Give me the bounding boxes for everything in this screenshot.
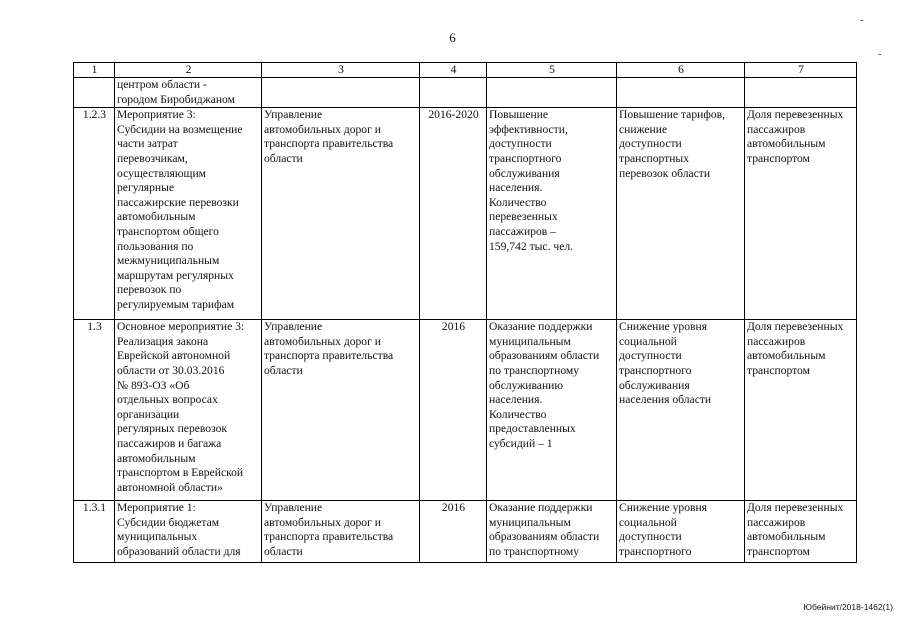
row-number: 1.3	[74, 320, 115, 501]
row-number	[74, 78, 115, 108]
column-header: 4	[420, 63, 487, 78]
result-cell: Оказание поддержки муниципальным образованиям области по транспортному	[487, 501, 617, 563]
event-cell: Основное мероприятие 3: Реализация закона Еврейской автономной области от 30.03.2016 № 893-ОЗ «Об отдельных вопросах организации регулярных перевозок пассажиров и багажа автомобильным транспортом в Еврейской автономной области»	[115, 320, 262, 501]
table-row	[74, 501, 857, 563]
program-table	[73, 62, 857, 563]
scan-mark-dash: -	[860, 14, 864, 26]
period-cell: 2016	[420, 320, 487, 501]
row-number: 1.3.1	[74, 501, 115, 563]
consequence-cell: Снижение уровня социальной доступности транспортного	[617, 501, 745, 563]
document-code: Юбейнит/2018-1462(1)	[803, 602, 893, 612]
result-cell	[487, 78, 617, 108]
event-cell: Мероприятие 1: Субсидии бюджетам муниципальных образований области для	[115, 501, 262, 563]
consequence-cell: Снижение уровня социальной доступности транспортного обслуживания населения области	[617, 320, 745, 501]
executor-cell: Управление автомобильных дорог и транспорта правительства области	[262, 320, 420, 501]
result-cell: Повышение эффективности, доступности транспортного обслуживания населения. Количество перевезенных пассажиров – 159,742 тыс. чел.	[487, 108, 617, 320]
column-number-row	[74, 63, 857, 78]
row-number: 1.2.3	[74, 108, 115, 320]
executor-cell	[262, 78, 420, 108]
executor-cell: Управление автомобильных дорог и транспорта правительства области	[262, 501, 420, 563]
column-header: 5	[487, 63, 617, 78]
event-cell: центром области - городом Биробиджаном	[115, 78, 262, 108]
column-header: 3	[262, 63, 420, 78]
column-header: 6	[617, 63, 745, 78]
period-cell: 2016-2020	[420, 108, 487, 320]
table-row	[74, 108, 857, 320]
consequence-cell	[617, 78, 745, 108]
event-cell: Мероприятие 3: Субсидии на возмещение части затрат перевозчикам, осуществляющим регулярные пассажирские перевозки автомобильным транспортом общего пользования по межмуниципальным маршрутам регулярных перевозок по регулируемым тарифам	[115, 108, 262, 320]
indicator-cell: Доля перевезенных пассажиров автомобильным транспортом	[745, 108, 857, 320]
consequence-cell: Повышение тарифов, снижение доступности транспортных перевозок области	[617, 108, 745, 320]
indicator-cell	[745, 78, 857, 108]
page-number: 6	[449, 30, 456, 45]
scan-mark-dot: -	[878, 48, 882, 60]
result-cell: Оказание поддержки муниципальным образованиям области по транспортному обслуживанию населения. Количество предоставленных субсидий – 1	[487, 320, 617, 501]
column-header: 1	[74, 63, 115, 78]
indicator-cell: Доля перевезенных пассажиров автомобильным транспортом	[745, 320, 857, 501]
period-cell: 2016	[420, 501, 487, 563]
column-header: 2	[115, 63, 262, 78]
column-header: 7	[745, 63, 857, 78]
executor-cell: Управление автомобильных дорог и транспорта правительства области	[262, 108, 420, 320]
indicator-cell: Доля перевезенных пассажиров автомобильным транспортом	[745, 501, 857, 563]
period-cell	[420, 78, 487, 108]
table-row	[74, 320, 857, 501]
table-row	[74, 78, 857, 108]
